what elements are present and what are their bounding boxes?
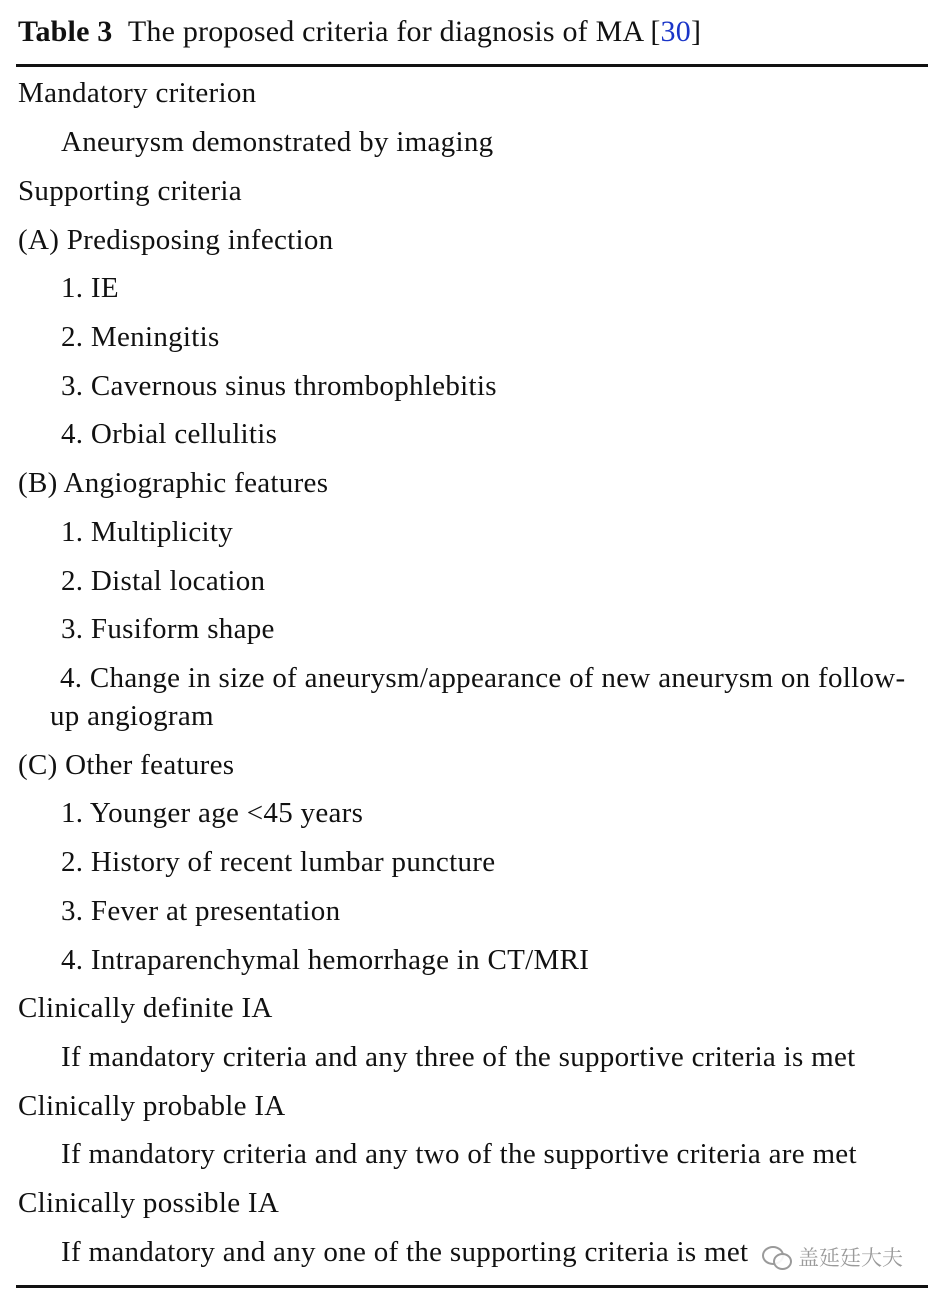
- list-item: 1. IE: [61, 272, 119, 304]
- watermark: [762, 1240, 930, 1274]
- list-item: 1. Multiplicity: [61, 516, 234, 548]
- watermark-text: 盖延廷大夫: [798, 1246, 903, 1270]
- wechat-icon: [762, 1244, 792, 1270]
- section-heading: Supporting criteria: [18, 175, 242, 207]
- criterion-text: If mandatory and any one of the supporting criteria is met: [61, 1236, 749, 1268]
- subsection-heading: (C) Other features: [18, 749, 235, 781]
- list-item: 3. Cavernous sinus thrombophlebitis: [61, 370, 497, 402]
- table-label: Table 3: [18, 15, 113, 48]
- table-title: The proposed criteria for diagnosis of MA [: [127, 15, 661, 48]
- list-item: 4. Change in size of aneurysm/appearance of new aneurysm on follow-up angiogram: [50, 662, 906, 732]
- list-item: 4. Intraparenchymal hemorrhage in CT/MRI: [61, 944, 590, 976]
- bottom-rule: [16, 1285, 928, 1288]
- criterion-text: If mandatory criteria and any two of the supportive criteria are met: [61, 1138, 857, 1170]
- list-item: 2. History of recent lumbar puncture: [61, 846, 496, 878]
- criterion-text: If mandatory criteria and any three of the supportive criteria is met: [61, 1041, 856, 1073]
- top-rule: [16, 64, 928, 67]
- list-item: 4. Orbial cellulitis: [61, 418, 278, 450]
- list-item: 3. Fever at presentation: [61, 895, 341, 927]
- subsection-heading: (B) Angiographic features: [18, 467, 329, 499]
- criterion-text: Aneurysm demonstrated by imaging: [61, 126, 494, 158]
- table-title-close: ]: [690, 15, 702, 48]
- list-item: 2. Meningitis: [61, 321, 220, 353]
- section-heading: Clinically possible IA: [18, 1187, 280, 1219]
- list-item: 2. Distal location: [61, 565, 266, 597]
- section-heading: Clinically probable IA: [18, 1090, 286, 1122]
- section-heading: Clinically definite IA: [18, 992, 273, 1024]
- section-heading: Mandatory criterion: [18, 77, 257, 109]
- reference-link[interactable]: 30: [660, 15, 691, 48]
- list-item: 1. Younger age <45 years: [61, 797, 364, 829]
- table-caption: [18, 14, 701, 50]
- list-item: 3. Fusiform shape: [61, 613, 275, 645]
- subsection-heading: (A) Predisposing infection: [18, 224, 334, 256]
